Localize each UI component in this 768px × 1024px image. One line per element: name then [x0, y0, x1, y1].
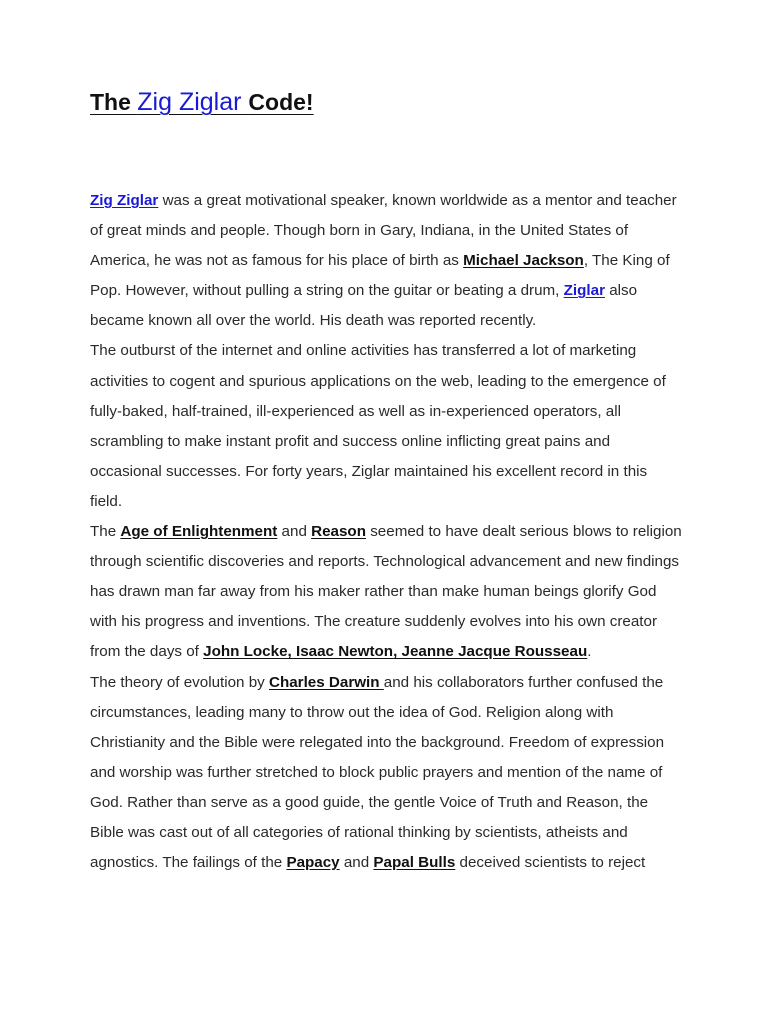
text-run: seemed to have dealt serious blows to religion [365, 523, 682, 541]
text-run: agnostics. The failings of the [90, 854, 287, 872]
text-line [90, 577, 690, 607]
text-line [90, 397, 690, 427]
text-line [90, 728, 690, 758]
text-line [90, 246, 690, 276]
document-title [90, 88, 314, 117]
text-line [90, 216, 690, 246]
text-run: with his progress and inventions. The creature suddenly evolves into his own creator [90, 613, 658, 631]
text-run: of great minds and people. Though born in Gary, Indiana, in the United States of [90, 222, 629, 240]
text-run: deceived scientists to reject [455, 854, 646, 872]
text-run: through scientific discoveries and reports. Technological advancement and new findings [90, 553, 680, 571]
title-link-zig-ziglar[interactable]: Zig Ziglar [137, 88, 249, 116]
text-line [90, 547, 690, 577]
text-line [90, 186, 690, 216]
text-line [90, 306, 690, 336]
text-run: and [339, 854, 374, 872]
text-line [90, 848, 690, 878]
text-run: Bible was cast out of all categories of rational thinking by scientists, atheists and [90, 823, 628, 841]
text-run: and his collaborators further confused the [383, 673, 664, 691]
text-run: The theory of evolution by [90, 673, 269, 691]
text-line [90, 818, 690, 848]
text-line [90, 637, 690, 667]
inline-link[interactable]: Charles Darwin [268, 673, 384, 691]
inline-link[interactable]: Zig Ziglar [90, 192, 159, 209]
text-run: and [277, 523, 312, 541]
inline-link[interactable]: Ziglar [563, 282, 605, 300]
text-run: became known all over the world. His death was reported recently. [90, 312, 537, 330]
text-line [90, 336, 690, 366]
text-line [90, 487, 690, 517]
title-suffix: Code! [248, 89, 314, 115]
inline-link[interactable]: Papal Bulls [373, 854, 456, 872]
text-line [90, 367, 690, 397]
text-line [90, 457, 690, 487]
document-body [90, 186, 690, 878]
inline-link[interactable]: Papacy [286, 854, 340, 872]
text-run: field. [90, 492, 123, 510]
text-line [90, 758, 690, 788]
text-line [90, 698, 690, 728]
text-line [90, 276, 690, 306]
text-run: activities to cogent and spurious applications on the web, leading to the emergence of [90, 372, 666, 390]
text-line [90, 607, 690, 637]
text-run: occasional successes. For forty years, Ziglar maintained his excellent record in this [90, 462, 648, 480]
text-run: . [587, 643, 592, 661]
text-run: from the days of [90, 643, 204, 661]
text-run: has drawn man far away from his maker rather than make human beings glorify God [90, 583, 657, 601]
text-run: The [90, 523, 121, 541]
text-line [90, 668, 690, 698]
inline-link[interactable]: Isaac Newton [295, 643, 394, 661]
inline-link[interactable]: , [393, 643, 402, 661]
inline-link[interactable]: Jeanne Jacque Rousseau [401, 643, 588, 661]
text-run: The outburst of the internet and online activities has transferred a lot of marketing [90, 342, 637, 360]
inline-link[interactable]: Reason [311, 523, 366, 541]
text-line [90, 788, 690, 818]
text-run: America, he was not as famous for his place of birth as [90, 252, 464, 270]
text-run: , The King of [583, 252, 670, 270]
text-line [90, 517, 690, 547]
text-run: Christianity and the Bible were relegated into the background. Freedom of expression [90, 733, 665, 751]
text-run: was a great motivational speaker, known worldwide as a mentor and teacher [158, 192, 677, 209]
title-prefix: The [90, 89, 138, 115]
text-run: and worship was further stretched to block public prayers and mention of the name of [90, 763, 663, 781]
text-line [90, 427, 690, 457]
text-run: God. Rather than serve as a good guide, the gentle Voice of Truth and Reason, the [90, 793, 649, 811]
text-run: Pop. However, without pulling a string on the guitar or beating a drum, [90, 282, 564, 300]
text-run: fully-baked, half-trained, ill-experienced as well as in-experienced operators, all [90, 402, 621, 420]
text-run: scrambling to make instant profit and success online inflicting great pains and [90, 432, 611, 450]
inline-link[interactable]: John Locke [203, 643, 288, 661]
inline-link[interactable]: , [287, 643, 296, 661]
text-run: circumstances, leading many to throw out the idea of God. Religion along with [90, 703, 614, 721]
inline-link[interactable]: Michael Jackson [463, 252, 584, 270]
inline-link[interactable]: Age of Enlightenment [120, 523, 278, 541]
text-run: also [604, 282, 638, 300]
